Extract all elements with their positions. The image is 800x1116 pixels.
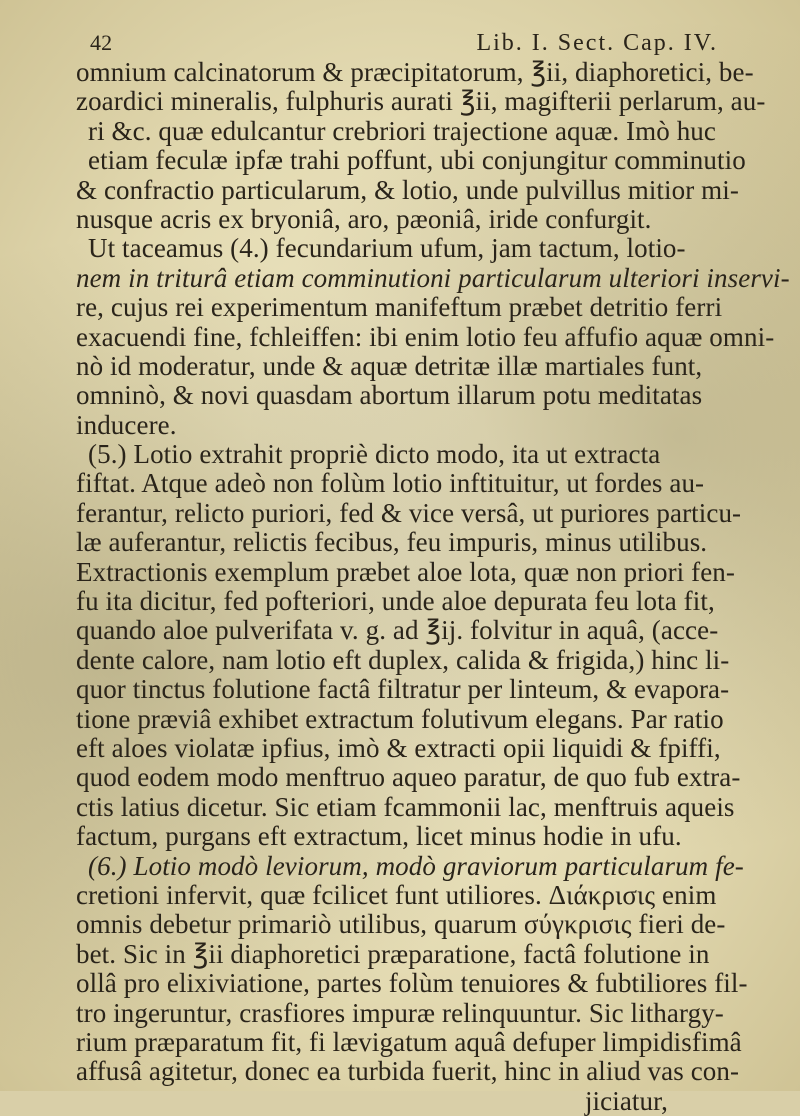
text-line: re, cujus rei experimentum manifeftum præbet detritio ferri <box>76 292 723 323</box>
text-line: affusâ agitetur, donec ea turbida fuerit, hinc in aliud vas con- <box>76 1056 740 1087</box>
text-line: nò id moderatur, unde & aquæ detritæ illæ martiales funt, <box>76 350 703 381</box>
text-line: exacuendi fine, fchleiffen: ibi enim lotio feu affufio aquæ omni- <box>76 321 775 352</box>
page-header <box>58 28 758 58</box>
text-line: bet. Sic in ℥ii diaphoretici præparatione, factâ folutione in <box>76 938 710 969</box>
text-line: eft aloes violatæ ipfius, imò & extracti opii liquidi & fpiffi, <box>76 732 721 763</box>
running-head: Lib. I. Sect. Cap. IV. <box>476 30 718 56</box>
text-line: omninò, & novi quasdam abortum illarum potu meditatas <box>76 380 703 411</box>
text-line: ferantur, relicto puriori, fed & vice versâ, ut puriores particu- <box>76 497 742 528</box>
catchword: jiciatur, <box>584 1085 668 1116</box>
text-line: ollâ pro elixiviatione, partes folùm tenuiores & fubtiliores fil- <box>76 968 748 999</box>
text-line: omnium calcinatorum & præcipitatorum, ℥ii, diaphoretici, be- <box>76 57 754 87</box>
text-line: etiam feculæ ipfæ trahi poffunt, ubi conjungitur comminutio <box>88 145 746 176</box>
text-line: fu ita dicitur, fed pofteriori, unde aloe depurata feu lota fit, <box>76 586 715 617</box>
text-line: (5.) Lotio extrahit propriè dicto modo, ita ut extracta <box>88 439 661 470</box>
text-line: (6.) Lotio modò leviorum, modò graviorum particularum fe- <box>88 850 744 881</box>
text-line: factum, purgans eft extractum, licet minus hodie in ufu. <box>76 821 682 852</box>
text-line: quod eodem modo menftruo aqueo paratur, de quo fub extra- <box>76 762 741 793</box>
text-line: quando aloe pulverifata v. g. ad ℥ij. folvitur in aquâ, (acce- <box>76 615 719 646</box>
text-line: zoardici mineralis, fulphuris aurati ℥ii, magifterii perlarum, au- <box>76 86 766 117</box>
body-text <box>58 57 790 1087</box>
text-line: Extractionis exemplum præbet aloe lota, quæ non priori fen- <box>76 556 735 587</box>
text-line: quor tinctus folutione factâ filtratur per linteum, & evapora- <box>76 674 730 705</box>
text-line: tione præviâ exhibet extractum folutivum elegans. Par ratio <box>76 703 724 734</box>
text-line: ri &c. quæ edulcantur crebriori trajectione aquæ. Imò huc <box>88 115 716 146</box>
page-number: 42 <box>90 30 113 55</box>
text-line: tro ingeruntur, crasfiores impuræ relinquuntur. Sic lithargy- <box>76 997 724 1028</box>
text-line: cretioni infervit, quæ fcilicet funt utiliores. Διάκρισις enim <box>76 879 717 910</box>
text-line: Ut taceamus (4.) fecundarium ufum, jam tactum, lotio- <box>88 233 686 264</box>
text-line: nusque acris ex bryoniâ, aro, pæoniâ, iride confurgit. <box>76 203 652 234</box>
text-line: omnis debetur primariò utilibus, quarum σύγκρισις fieri de- <box>76 909 726 940</box>
text-line: læ auferantur, relictis fecibus, feu impuris, minus utilibus. <box>76 527 708 558</box>
text-line: inducere. <box>76 409 177 440</box>
text-line: fiftat. Atque adeò non folùm lotio inftituitur, ut fordes au- <box>76 468 705 499</box>
text-line: & confractio particularum, & lotio, unde pulvillus mitior mi- <box>76 174 739 205</box>
text-line: dente calore, nam lotio eft duplex, calida & frigida,) hinc li- <box>76 644 730 675</box>
text-line: ctis latius dicetur. Sic etiam fcammonii lac, menftruis aqueis <box>76 791 735 822</box>
text-block <box>58 28 790 1116</box>
text-line: rium præparatum fit, fi lævigatum aquâ defuper limpidisfimâ <box>76 1026 742 1057</box>
text-line: nem in triturâ etiam comminutioni particularum ulteriori inservi- <box>76 262 790 293</box>
